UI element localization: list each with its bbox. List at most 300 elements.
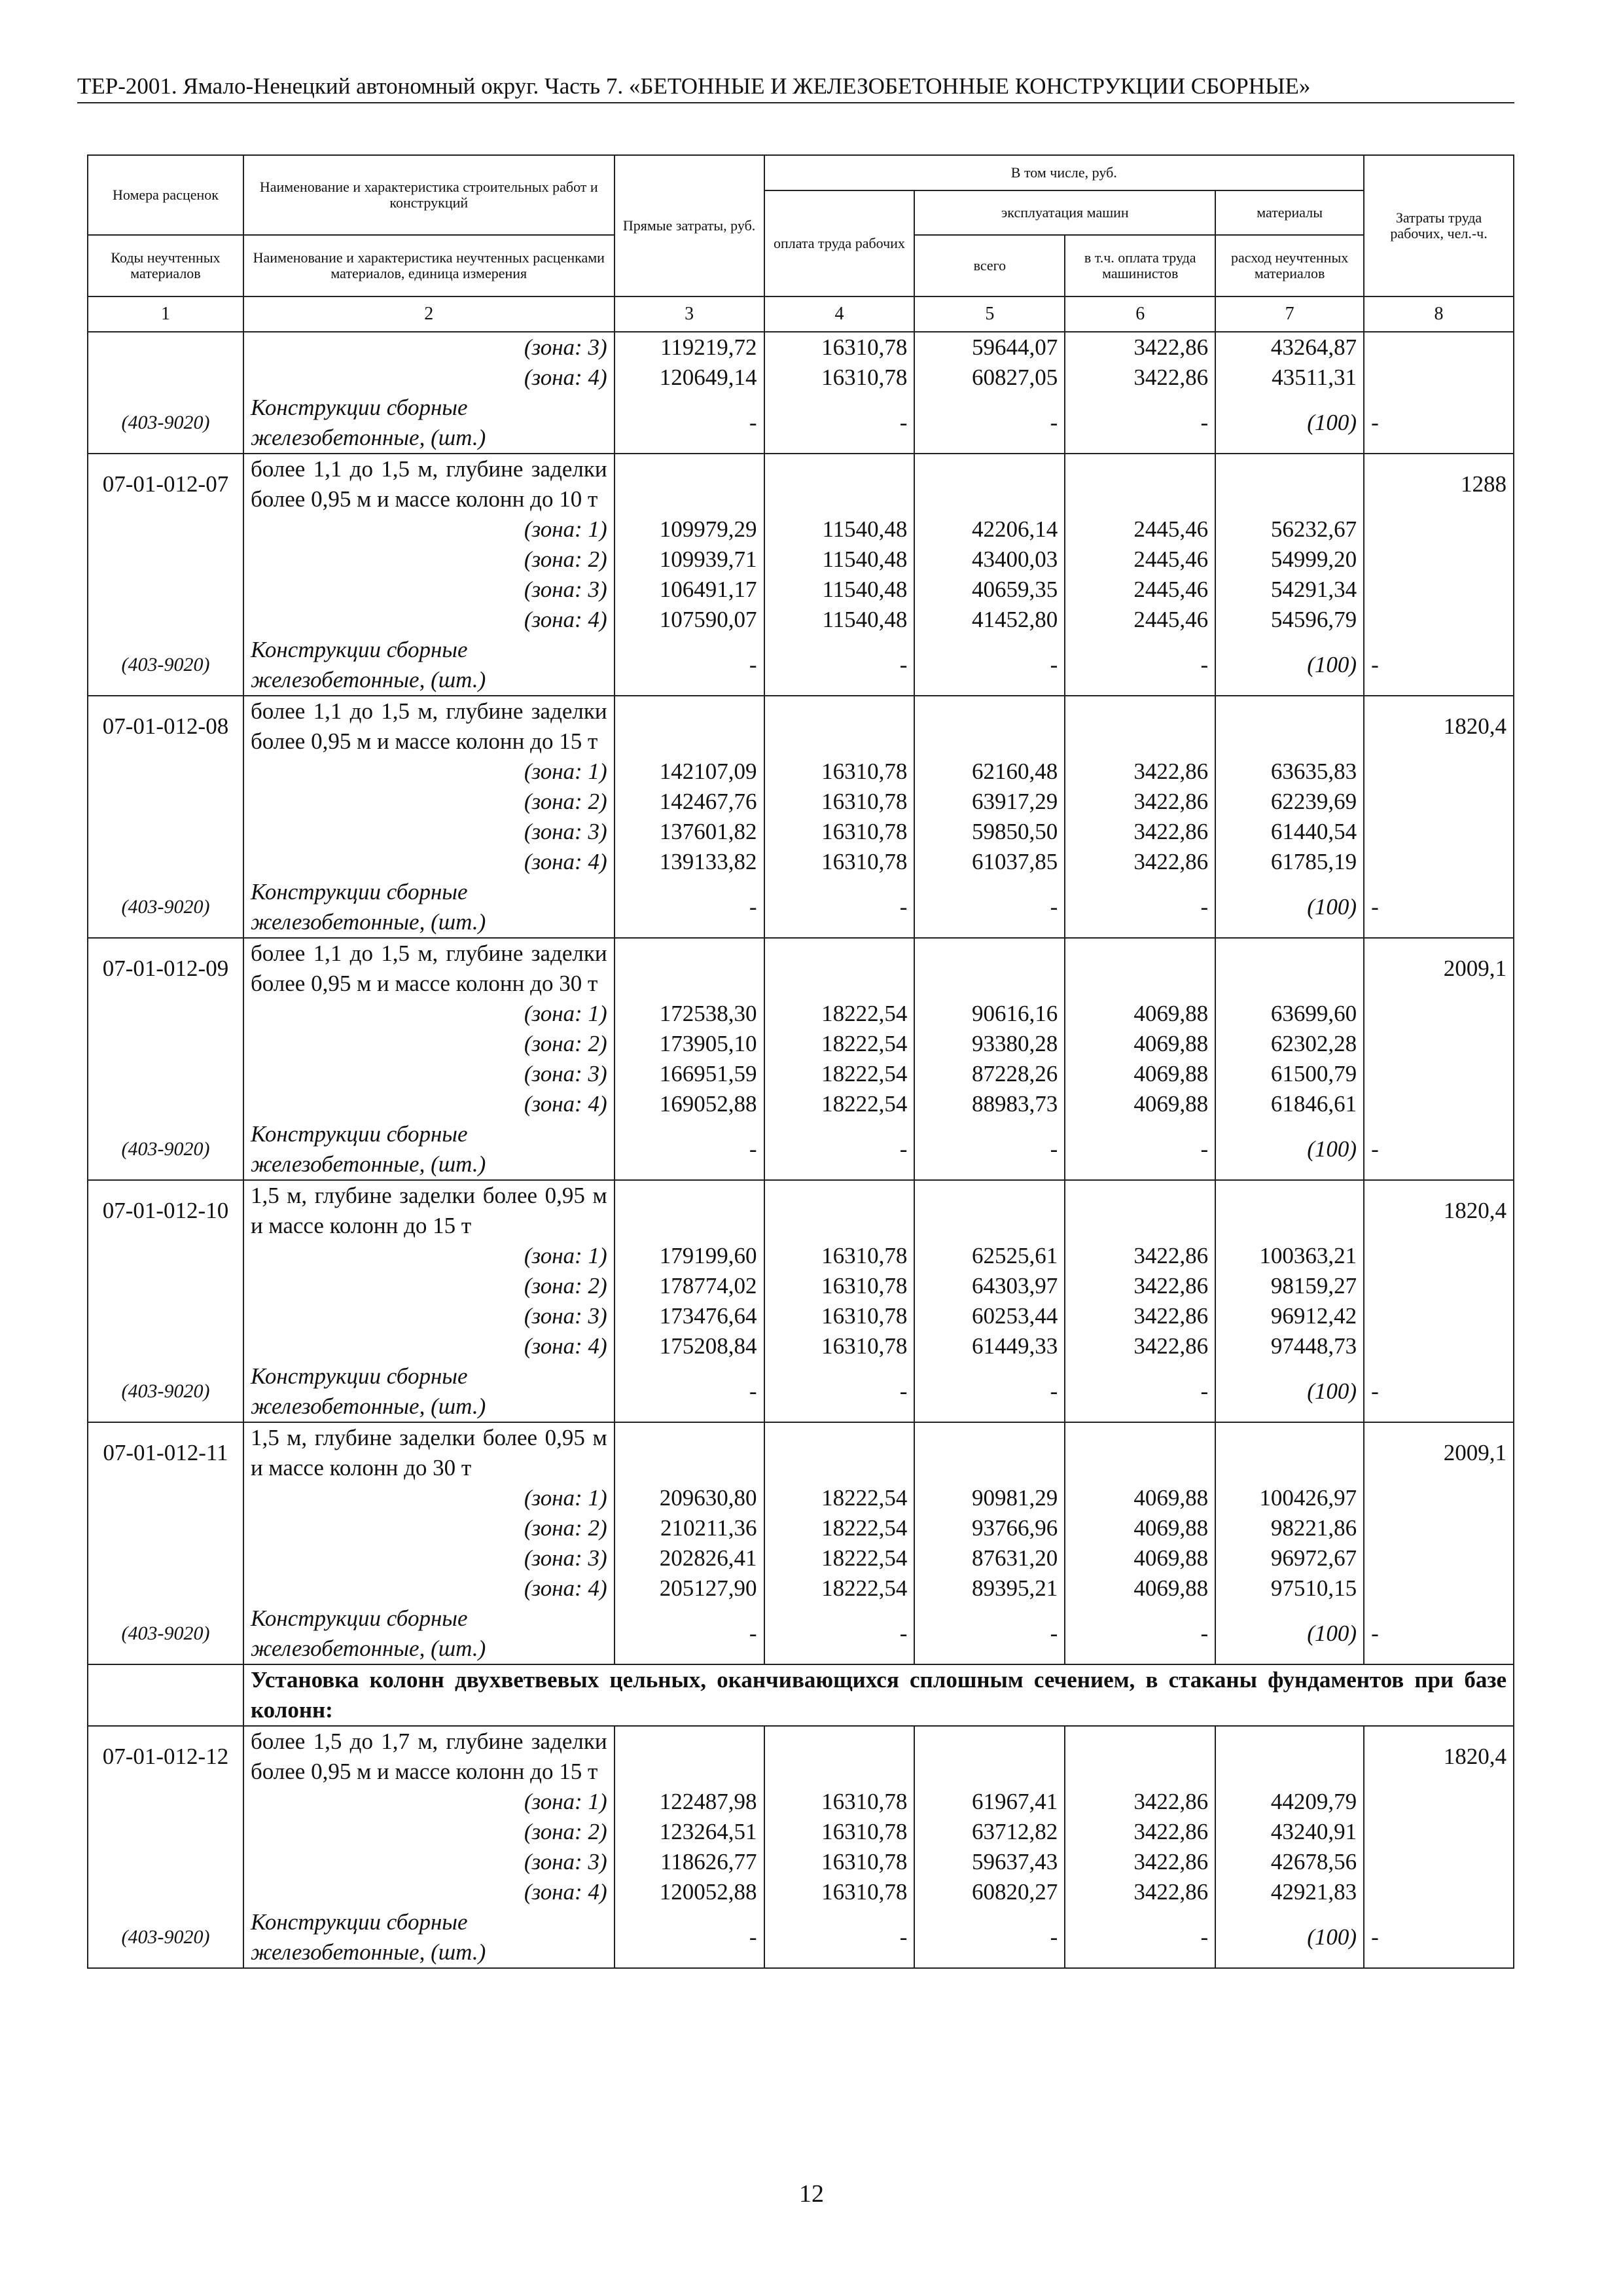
empty-cell xyxy=(88,1573,243,1604)
empty-cell xyxy=(88,1271,243,1301)
empty-cell xyxy=(1364,1877,1514,1907)
operators-pay-value: - xyxy=(1065,1604,1215,1664)
empty-cell xyxy=(88,1089,243,1119)
direct-costs-value: 142107,09 xyxy=(615,757,764,787)
zone-row xyxy=(88,999,1514,1029)
materials-value: 62239,69 xyxy=(1215,787,1364,817)
operators-pay-value: - xyxy=(1065,877,1215,938)
empty-cell xyxy=(1364,1331,1514,1361)
zone-row xyxy=(88,1513,1514,1543)
machines-value: 60253,44 xyxy=(914,1301,1065,1331)
table-body xyxy=(88,332,1514,1968)
material-name: Конструкции сборные железобетонные, (шт.) xyxy=(243,1119,615,1180)
operators-pay-value: 3422,86 xyxy=(1065,1787,1215,1817)
empty-cell xyxy=(1065,1422,1215,1483)
empty-cell xyxy=(1364,363,1514,393)
empty-cell xyxy=(914,696,1065,757)
rate-code: 07-01-012-11 xyxy=(88,1422,243,1483)
empty-cell xyxy=(1364,1089,1514,1119)
zone-row xyxy=(88,1271,1514,1301)
empty-cell xyxy=(1065,1180,1215,1241)
section-title: Установка колонн двухветвевых цельных, оканчивающихся сплошным сечением, в стаканы фундаментов при базе колонн: xyxy=(243,1664,1514,1726)
rate-description: более 1,5 до 1,7 м, глубине заделки более 0,95 м и массе колонн до 15 т xyxy=(243,1726,615,1787)
zone-label: (зона: 2) xyxy=(243,787,615,817)
rate-code: 07-01-012-12 xyxy=(88,1726,243,1787)
empty-cell xyxy=(1364,787,1514,817)
material-code: (403-9020) xyxy=(88,877,243,938)
material-name: Конструкции сборные железобетонные, (шт.) xyxy=(243,393,615,454)
empty-cell xyxy=(1065,454,1215,514)
empty-cell xyxy=(88,1513,243,1543)
empty-cell xyxy=(1215,1422,1364,1483)
operators-pay-value: 2445,46 xyxy=(1065,514,1215,545)
zone-row xyxy=(88,1847,1514,1877)
empty-cell xyxy=(1364,1543,1514,1573)
empty-cell xyxy=(1364,332,1514,363)
direct-costs-value: 173905,10 xyxy=(615,1029,764,1059)
machines-value: 90616,16 xyxy=(914,999,1065,1029)
zone-row xyxy=(88,817,1514,847)
empty-cell xyxy=(1215,1726,1364,1787)
materials-value: 54291,34 xyxy=(1215,575,1364,605)
operators-pay-value: 4069,88 xyxy=(1065,1573,1215,1604)
direct-costs-value: 109939,71 xyxy=(615,545,764,575)
zone-row xyxy=(88,1817,1514,1847)
operators-pay-value: 3422,86 xyxy=(1065,1271,1215,1301)
labor-costs-value: - xyxy=(1364,1119,1514,1180)
direct-costs-value: 210211,36 xyxy=(615,1513,764,1543)
rate-row xyxy=(88,1422,1514,1483)
zone-label: (зона: 1) xyxy=(243,514,615,545)
direct-costs-value: 173476,64 xyxy=(615,1301,764,1331)
empty-cell xyxy=(914,1726,1065,1787)
zone-row xyxy=(88,757,1514,787)
empty-cell xyxy=(764,1422,915,1483)
materials-value: 98159,27 xyxy=(1215,1271,1364,1301)
labor-pay-value: - xyxy=(764,877,915,938)
machines-value: 61037,85 xyxy=(914,847,1065,877)
machines-value: 63712,82 xyxy=(914,1817,1065,1847)
direct-costs-value: 172538,30 xyxy=(615,999,764,1029)
labor-pay-value: - xyxy=(764,1907,915,1968)
empty-cell xyxy=(764,1726,915,1787)
labor-pay-value: 11540,48 xyxy=(764,545,915,575)
rate-code: 07-01-012-09 xyxy=(88,938,243,999)
direct-costs-value: 209630,80 xyxy=(615,1483,764,1513)
header-col2-top: Наименование и характеристика строительных работ и конструкций xyxy=(243,155,615,235)
empty-cell xyxy=(1364,1271,1514,1301)
empty-cell xyxy=(88,332,243,363)
empty-cell xyxy=(88,575,243,605)
direct-costs-value: 123264,51 xyxy=(615,1817,764,1847)
zone-row xyxy=(88,1483,1514,1513)
direct-costs-value: 119219,72 xyxy=(615,332,764,363)
rate-row xyxy=(88,696,1514,757)
materials-value: 61500,79 xyxy=(1215,1059,1364,1089)
materials-value: 42678,56 xyxy=(1215,1847,1364,1877)
labor-costs-value: 1820,4 xyxy=(1364,1180,1514,1241)
empty-cell xyxy=(88,1331,243,1361)
material-row xyxy=(88,1119,1514,1180)
operators-pay-value: - xyxy=(1065,635,1215,696)
empty-cell xyxy=(764,1180,915,1241)
empty-cell xyxy=(88,1817,243,1847)
empty-cell xyxy=(1215,938,1364,999)
labor-costs-value: 1288 xyxy=(1364,454,1514,514)
machines-value: 59644,07 xyxy=(914,332,1065,363)
empty-cell xyxy=(764,938,915,999)
empty-cell xyxy=(88,1787,243,1817)
empty-cell xyxy=(1364,545,1514,575)
labor-pay-value: 16310,78 xyxy=(764,817,915,847)
zone-row xyxy=(88,1301,1514,1331)
direct-costs-value: 169052,88 xyxy=(615,1089,764,1119)
zone-label: (зона: 3) xyxy=(243,332,615,363)
header-labor-costs: Затраты труда рабочих, чел.-ч. xyxy=(1364,155,1514,296)
zone-row xyxy=(88,332,1514,363)
labor-pay-value: 16310,78 xyxy=(764,1241,915,1271)
direct-costs-value: - xyxy=(615,1361,764,1422)
zone-label: (зона: 4) xyxy=(243,1877,615,1907)
direct-costs-value: 139133,82 xyxy=(615,847,764,877)
zone-label: (зона: 1) xyxy=(243,757,615,787)
empty-cell xyxy=(615,1180,764,1241)
machines-value: 40659,35 xyxy=(914,575,1065,605)
material-code: (403-9020) xyxy=(88,1361,243,1422)
direct-costs-value: 118626,77 xyxy=(615,1847,764,1877)
materials-value: 96972,67 xyxy=(1215,1543,1364,1573)
header-col2-bottom: Наименование и характеристика неучтенных расценками материалов, единица измерения xyxy=(243,235,615,296)
operators-pay-value: 3422,86 xyxy=(1065,787,1215,817)
empty-cell xyxy=(1215,1180,1364,1241)
empty-cell xyxy=(615,938,764,999)
operators-pay-value: 4069,88 xyxy=(1065,1483,1215,1513)
labor-pay-value: 16310,78 xyxy=(764,847,915,877)
operators-pay-value: 3422,86 xyxy=(1065,363,1215,393)
column-number: 5 xyxy=(914,296,1065,332)
operators-pay-value: 4069,88 xyxy=(1065,1513,1215,1543)
labor-costs-value: - xyxy=(1364,1907,1514,1968)
machines-value: - xyxy=(914,635,1065,696)
header-col1-top: Номера расценок xyxy=(88,155,243,235)
direct-costs-value: 178774,02 xyxy=(615,1271,764,1301)
labor-costs-value: - xyxy=(1364,1604,1514,1664)
labor-pay-value: - xyxy=(764,635,915,696)
materials-value: 43240,91 xyxy=(1215,1817,1364,1847)
labor-pay-value: 16310,78 xyxy=(764,1817,915,1847)
rate-row xyxy=(88,938,1514,999)
direct-costs-value: - xyxy=(615,1907,764,1968)
zone-label: (зона: 3) xyxy=(243,1301,615,1331)
materials-value: 54596,79 xyxy=(1215,605,1364,635)
empty-cell xyxy=(1364,847,1514,877)
machines-value: 87228,26 xyxy=(914,1059,1065,1089)
empty-cell xyxy=(88,1483,243,1513)
machines-value: 64303,97 xyxy=(914,1271,1065,1301)
direct-costs-value: - xyxy=(615,635,764,696)
labor-pay-value: 11540,48 xyxy=(764,575,915,605)
direct-costs-value: 120649,14 xyxy=(615,363,764,393)
direct-costs-value: 166951,59 xyxy=(615,1059,764,1089)
empty-cell xyxy=(615,1726,764,1787)
operators-pay-value: - xyxy=(1065,1907,1215,1968)
material-amount: (100) xyxy=(1215,1361,1364,1422)
empty-cell xyxy=(1065,938,1215,999)
zone-label: (зона: 4) xyxy=(243,1573,615,1604)
zone-row xyxy=(88,605,1514,635)
labor-pay-value: 18222,54 xyxy=(764,999,915,1029)
zone-row xyxy=(88,545,1514,575)
direct-costs-value: 107590,07 xyxy=(615,605,764,635)
zone-row xyxy=(88,1543,1514,1573)
empty-cell xyxy=(88,514,243,545)
operators-pay-value: 4069,88 xyxy=(1065,1089,1215,1119)
labor-pay-value: 18222,54 xyxy=(764,1029,915,1059)
empty-cell xyxy=(1364,999,1514,1029)
zone-row xyxy=(88,847,1514,877)
header-operators-pay: в т.ч. оплата труда машинистов xyxy=(1065,235,1215,296)
empty-cell xyxy=(1065,1726,1215,1787)
empty-cell xyxy=(1364,757,1514,787)
rates-table xyxy=(87,154,1514,1969)
machines-value: 43400,03 xyxy=(914,545,1065,575)
header-col1-bottom: Коды неучтенных материалов xyxy=(88,235,243,296)
column-number: 4 xyxy=(764,296,915,332)
labor-pay-value: - xyxy=(764,1604,915,1664)
material-amount: (100) xyxy=(1215,635,1364,696)
zone-label: (зона: 1) xyxy=(243,1787,615,1817)
materials-value: 42921,83 xyxy=(1215,1877,1364,1907)
materials-value: 97510,15 xyxy=(1215,1573,1364,1604)
rate-description: более 1,1 до 1,5 м, глубине заделки более 0,95 м и массе колонн до 10 т xyxy=(243,454,615,514)
machines-value: 62525,61 xyxy=(914,1241,1065,1271)
zone-row xyxy=(88,1787,1514,1817)
operators-pay-value: 3422,86 xyxy=(1065,1241,1215,1271)
empty-cell xyxy=(764,454,915,514)
direct-costs-value: 122487,98 xyxy=(615,1787,764,1817)
empty-cell xyxy=(1364,1513,1514,1543)
rate-row xyxy=(88,1726,1514,1787)
zone-label: (зона: 1) xyxy=(243,999,615,1029)
empty-cell xyxy=(615,454,764,514)
empty-cell xyxy=(1364,1301,1514,1331)
material-row xyxy=(88,635,1514,696)
material-row xyxy=(88,1604,1514,1664)
material-name: Конструкции сборные железобетонные, (шт.) xyxy=(243,635,615,696)
machines-value: - xyxy=(914,877,1065,938)
labor-costs-value: 2009,1 xyxy=(1364,938,1514,999)
zone-row xyxy=(88,1573,1514,1604)
labor-costs-value: - xyxy=(1364,635,1514,696)
zone-label: (зона: 4) xyxy=(243,605,615,635)
operators-pay-value: 3422,86 xyxy=(1065,757,1215,787)
material-row xyxy=(88,1907,1514,1968)
empty-cell xyxy=(1364,1847,1514,1877)
empty-cell xyxy=(88,1301,243,1331)
labor-pay-value: 18222,54 xyxy=(764,1573,915,1604)
zone-row xyxy=(88,1331,1514,1361)
zone-label: (зона: 4) xyxy=(243,363,615,393)
machines-value: 89395,21 xyxy=(914,1573,1065,1604)
rate-row xyxy=(88,454,1514,514)
header-labor-pay: оплата труда рабочих xyxy=(764,190,915,296)
materials-value: 44209,79 xyxy=(1215,1787,1364,1817)
empty-cell xyxy=(88,1241,243,1271)
empty-cell xyxy=(88,545,243,575)
zone-label: (зона: 2) xyxy=(243,545,615,575)
document-header: ТЕР-2001. Ямало-Ненецкий автономный округ. Часть 7. «БЕТОННЫЕ И ЖЕЛЕЗОБЕТОННЫЕ КОНСТРУКЦИИ СБОРНЫЕ» xyxy=(77,73,1514,103)
empty-cell xyxy=(88,999,243,1029)
material-code: (403-9020) xyxy=(88,393,243,454)
operators-pay-value: - xyxy=(1065,393,1215,454)
materials-value: 98221,86 xyxy=(1215,1513,1364,1543)
direct-costs-value: - xyxy=(615,1604,764,1664)
empty-cell xyxy=(1364,1817,1514,1847)
operators-pay-value: - xyxy=(1065,1361,1215,1422)
zone-row xyxy=(88,1029,1514,1059)
materials-value: 56232,67 xyxy=(1215,514,1364,545)
labor-pay-value: - xyxy=(764,1119,915,1180)
operators-pay-value: 3422,86 xyxy=(1065,847,1215,877)
machines-value: - xyxy=(914,1604,1065,1664)
operators-pay-value: 3422,86 xyxy=(1065,1817,1215,1847)
material-name: Конструкции сборные железобетонные, (шт.) xyxy=(243,1604,615,1664)
labor-pay-value: 16310,78 xyxy=(764,1271,915,1301)
empty-cell xyxy=(88,787,243,817)
materials-value: 61785,19 xyxy=(1215,847,1364,877)
zone-row xyxy=(88,1059,1514,1089)
labor-costs-value: 1820,4 xyxy=(1364,1726,1514,1787)
material-row xyxy=(88,393,1514,454)
machines-value: 41452,80 xyxy=(914,605,1065,635)
materials-value: 63635,83 xyxy=(1215,757,1364,787)
labor-pay-value: 11540,48 xyxy=(764,514,915,545)
zone-label: (зона: 4) xyxy=(243,1089,615,1119)
empty-cell xyxy=(1364,605,1514,635)
table-header xyxy=(88,155,1514,332)
operators-pay-value: - xyxy=(1065,1119,1215,1180)
section-row xyxy=(88,1664,1514,1726)
operators-pay-value: 3422,86 xyxy=(1065,1331,1215,1361)
empty-cell xyxy=(88,847,243,877)
zone-row xyxy=(88,1877,1514,1907)
materials-value: 61846,61 xyxy=(1215,1089,1364,1119)
labor-costs-value: - xyxy=(1364,393,1514,454)
labor-pay-value: 18222,54 xyxy=(764,1059,915,1089)
machines-value: 93380,28 xyxy=(914,1029,1065,1059)
header-materials-consumption: расход неучтенных материалов xyxy=(1215,235,1364,296)
empty-cell xyxy=(1364,514,1514,545)
rate-description: 1,5 м, глубине заделки более 0,95 м и массе колонн до 30 т xyxy=(243,1422,615,1483)
labor-pay-value: 11540,48 xyxy=(764,605,915,635)
empty-cell xyxy=(1364,1241,1514,1271)
zone-row xyxy=(88,1241,1514,1271)
empty-cell xyxy=(764,696,915,757)
zone-label: (зона: 4) xyxy=(243,1331,615,1361)
labor-pay-value: 16310,78 xyxy=(764,332,915,363)
material-row xyxy=(88,1361,1514,1422)
machines-value: - xyxy=(914,1119,1065,1180)
labor-pay-value: 18222,54 xyxy=(764,1513,915,1543)
rate-code: 07-01-012-10 xyxy=(88,1180,243,1241)
material-row xyxy=(88,877,1514,938)
zone-label: (зона: 2) xyxy=(243,1817,615,1847)
machines-value: 93766,96 xyxy=(914,1513,1065,1543)
empty-cell xyxy=(88,605,243,635)
material-name: Конструкции сборные железобетонные, (шт.) xyxy=(243,877,615,938)
material-code: (403-9020) xyxy=(88,635,243,696)
zone-label: (зона: 2) xyxy=(243,1029,615,1059)
labor-pay-value: 16310,78 xyxy=(764,1787,915,1817)
direct-costs-value: 142467,76 xyxy=(615,787,764,817)
labor-pay-value: - xyxy=(764,1361,915,1422)
machines-value: 59850,50 xyxy=(914,817,1065,847)
empty-cell xyxy=(615,1422,764,1483)
direct-costs-value: - xyxy=(615,1119,764,1180)
zone-label: (зона: 3) xyxy=(243,1543,615,1573)
empty-cell xyxy=(88,1543,243,1573)
empty-cell xyxy=(88,1877,243,1907)
direct-costs-value: 109979,29 xyxy=(615,514,764,545)
header-including: В том числе, руб. xyxy=(764,155,1364,190)
zone-row xyxy=(88,575,1514,605)
material-code: (403-9020) xyxy=(88,1907,243,1968)
empty-cell xyxy=(1364,575,1514,605)
labor-costs-value: - xyxy=(1364,1361,1514,1422)
empty-cell xyxy=(914,1180,1065,1241)
empty-cell xyxy=(88,1029,243,1059)
materials-value: 100426,97 xyxy=(1215,1483,1364,1513)
materials-value: 62302,28 xyxy=(1215,1029,1364,1059)
empty-cell xyxy=(1364,1059,1514,1089)
machines-value: 60827,05 xyxy=(914,363,1065,393)
direct-costs-value: - xyxy=(615,877,764,938)
zone-label: (зона: 3) xyxy=(243,1847,615,1877)
rate-description: более 1,1 до 1,5 м, глубине заделки более 0,95 м и массе колонн до 30 т xyxy=(243,938,615,999)
rate-row xyxy=(88,1180,1514,1241)
zone-label: (зона: 1) xyxy=(243,1241,615,1271)
empty-cell xyxy=(1364,1483,1514,1513)
zone-label: (зона: 2) xyxy=(243,1513,615,1543)
header-machines-total: всего xyxy=(914,235,1065,296)
direct-costs-value: 202826,41 xyxy=(615,1543,764,1573)
empty-cell xyxy=(88,1664,243,1726)
zone-label: (зона: 4) xyxy=(243,847,615,877)
rate-code: 07-01-012-08 xyxy=(88,696,243,757)
empty-cell xyxy=(1364,1573,1514,1604)
materials-value: 63699,60 xyxy=(1215,999,1364,1029)
machines-value: - xyxy=(914,393,1065,454)
operators-pay-value: 4069,88 xyxy=(1065,1543,1215,1573)
zone-label: (зона: 2) xyxy=(243,1271,615,1301)
empty-cell xyxy=(88,1059,243,1089)
empty-cell xyxy=(1364,1029,1514,1059)
direct-costs-value: 179199,60 xyxy=(615,1241,764,1271)
direct-costs-value: 106491,17 xyxy=(615,575,764,605)
labor-pay-value: 16310,78 xyxy=(764,1331,915,1361)
machines-value: 60820,27 xyxy=(914,1877,1065,1907)
material-amount: (100) xyxy=(1215,1907,1364,1968)
rate-description: более 1,1 до 1,5 м, глубине заделки более 0,95 м и массе колонн до 15 т xyxy=(243,696,615,757)
zone-row xyxy=(88,514,1514,545)
zone-row xyxy=(88,363,1514,393)
material-amount: (100) xyxy=(1215,1119,1364,1180)
machines-value: 62160,48 xyxy=(914,757,1065,787)
labor-pay-value: 16310,78 xyxy=(764,787,915,817)
header-materials: материалы xyxy=(1215,190,1364,235)
empty-cell xyxy=(914,454,1065,514)
materials-value: 100363,21 xyxy=(1215,1241,1364,1271)
